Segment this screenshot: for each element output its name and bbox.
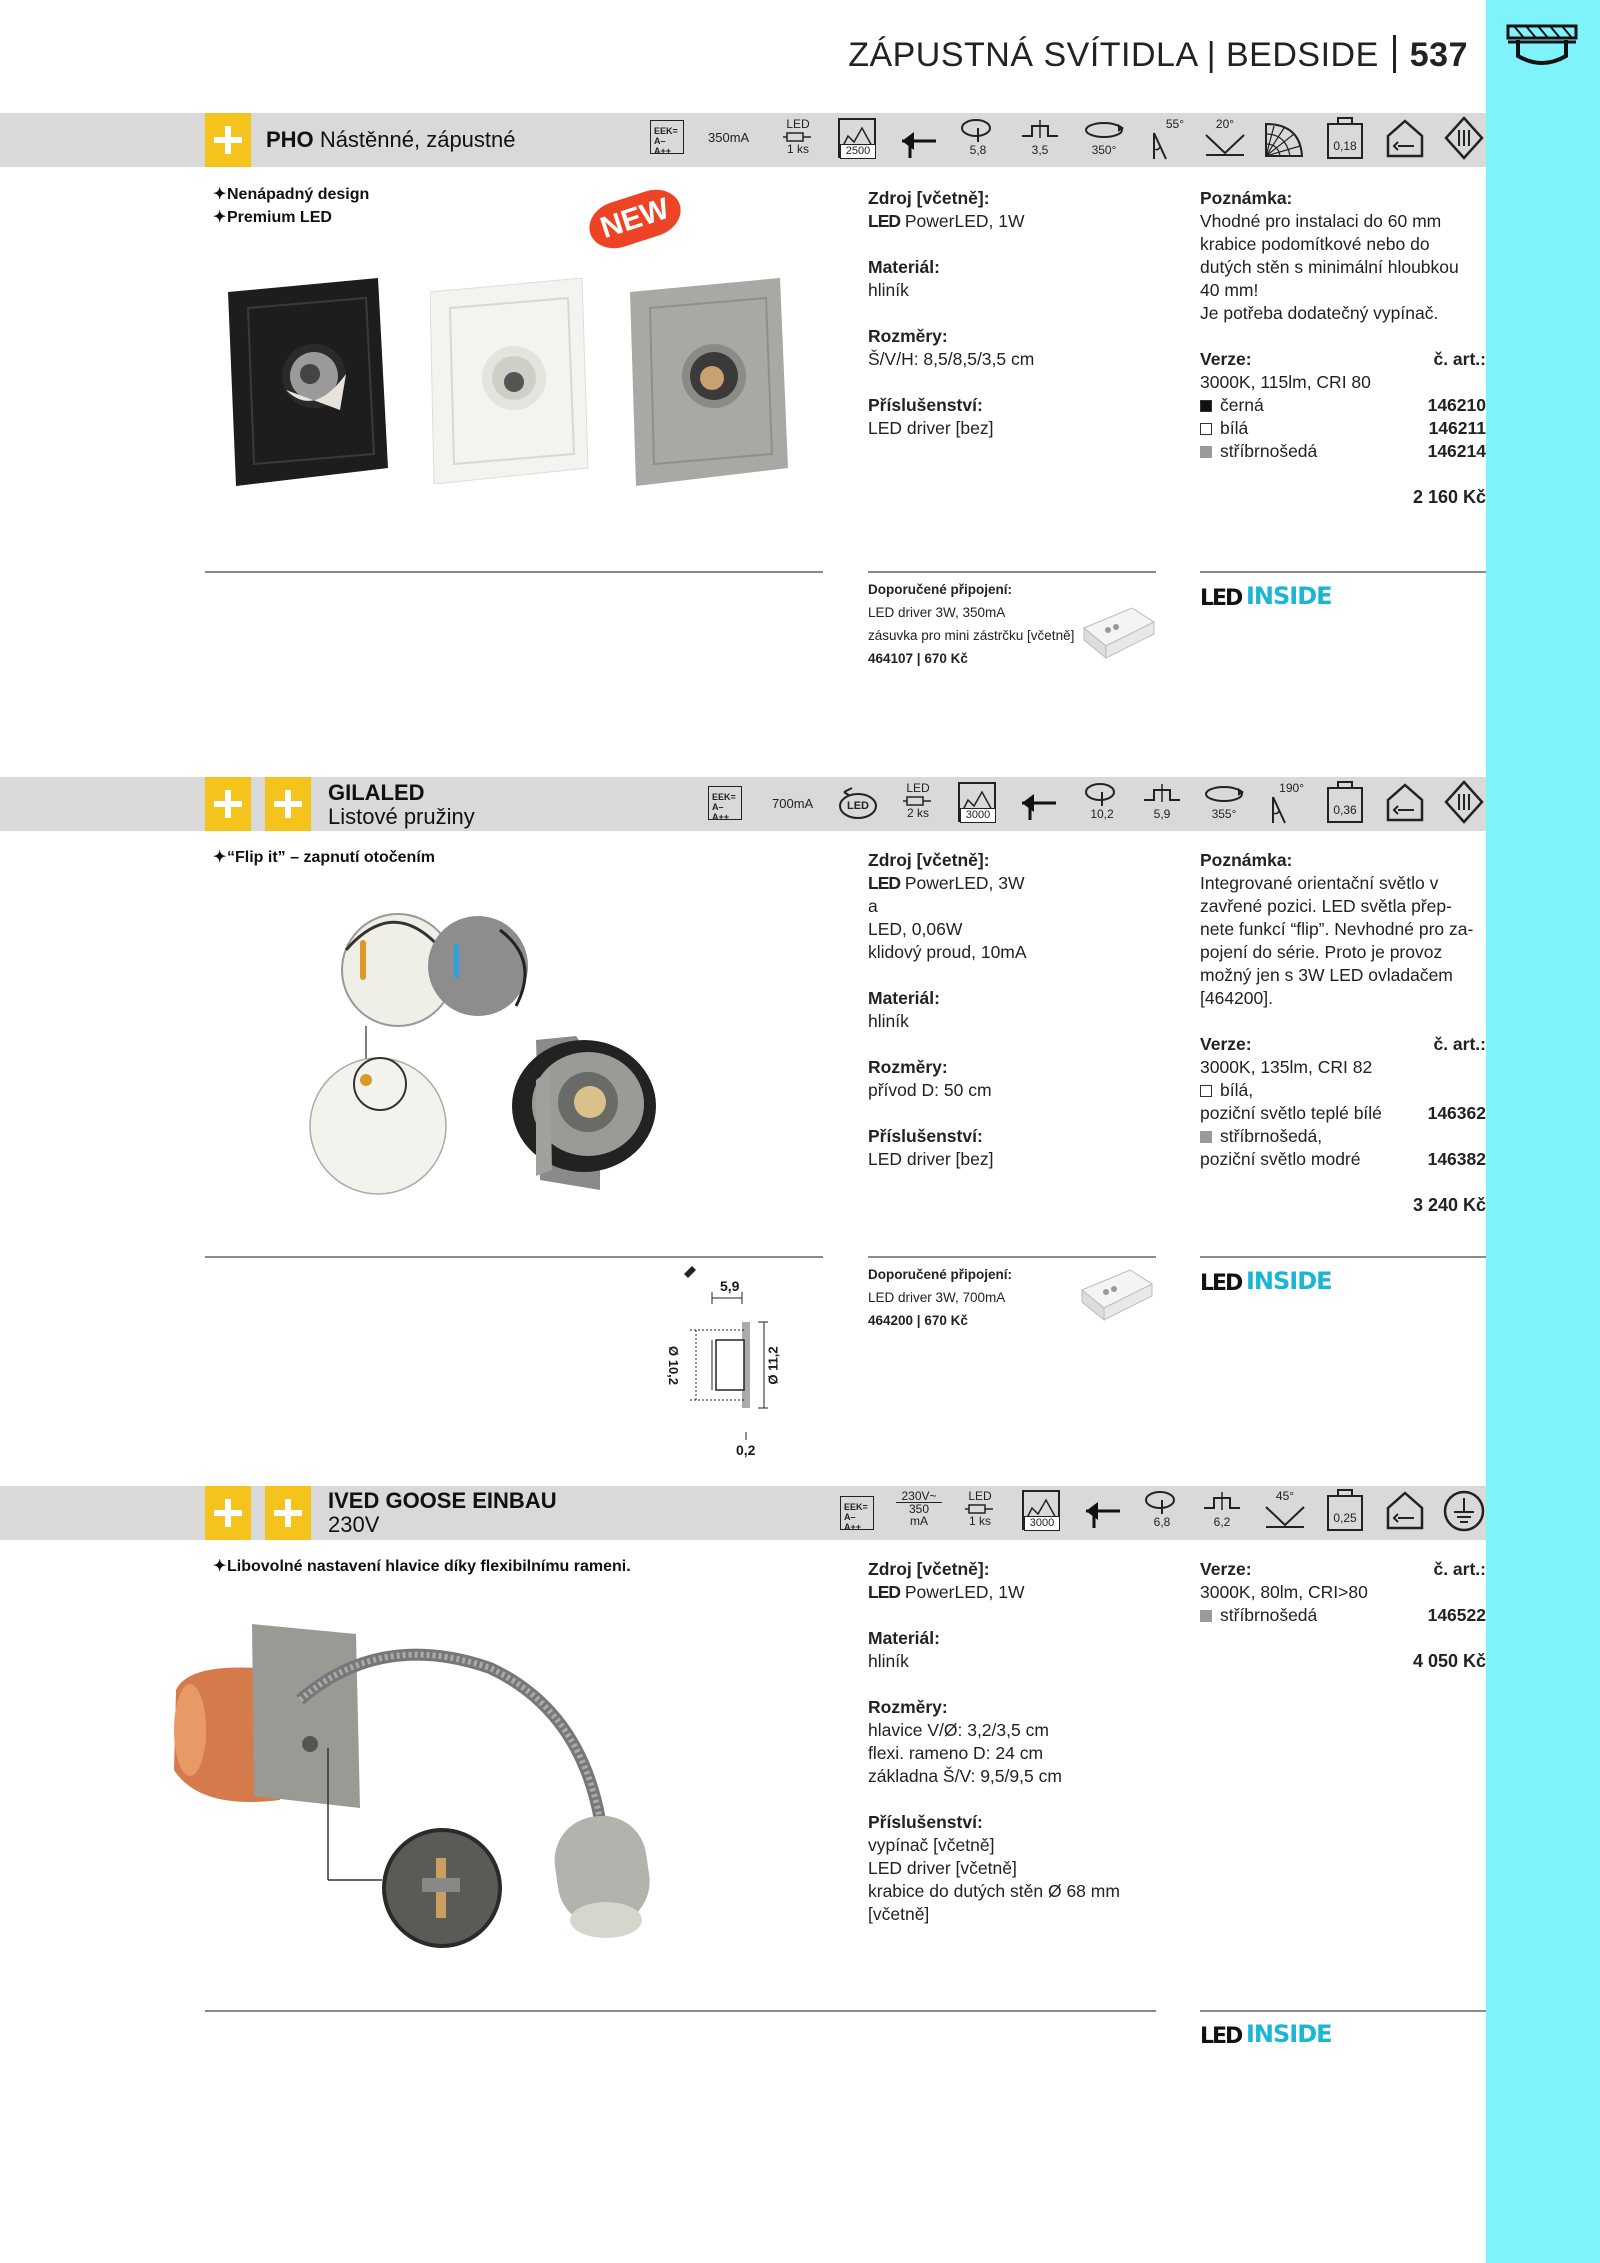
color-swatch-white xyxy=(1200,423,1212,435)
note-line: nete funkcí “flip”. Nevhodné pro za- xyxy=(1200,919,1474,939)
direction-arrow-icon xyxy=(1082,1494,1122,1528)
product-image-silver xyxy=(630,278,790,491)
product-info xyxy=(868,1558,1188,1926)
feature-list xyxy=(213,1555,631,1578)
price: 4 050 Kč xyxy=(1412,1651,1486,1671)
recommended-line: LED driver 3W, 700mA xyxy=(868,1290,1006,1305)
version-header: Verze: č. art.: xyxy=(1200,349,1486,369)
product-subtitle: 230V xyxy=(328,1512,380,1537)
rotation-icon: 355° xyxy=(1202,782,1246,821)
current-value: 700mA xyxy=(772,796,814,811)
page-title xyxy=(848,36,1468,76)
led-count-icon: LED 1 ks xyxy=(786,117,810,156)
accessories-label: Příslušenství: xyxy=(868,395,983,415)
beam-pattern-icon xyxy=(1264,120,1304,158)
dim-left-label: Ø 10,2 xyxy=(666,1345,682,1386)
recommended-line: LED driver 3W, 350mA xyxy=(868,605,1006,620)
version-spec: 3000K, 115lm, CRI 80 xyxy=(1200,372,1371,392)
version-row: poziční světlo teplé bílé 146362 xyxy=(1200,1103,1486,1123)
dim-right-label: Ø 11,2 xyxy=(765,1346,781,1385)
material-label: Materiál: xyxy=(868,257,940,277)
plus-icon xyxy=(265,777,311,831)
weight-icon: 0,36 xyxy=(1326,780,1364,824)
color-temperature-icon: 2500 xyxy=(838,118,876,158)
led-flip-icon: LED xyxy=(836,784,880,822)
led-count-icon: LED 2 ks xyxy=(906,781,930,820)
accessories-value: LED driver [bez] xyxy=(868,1149,994,1169)
dimension-v2-icon: 6,2 xyxy=(1202,1490,1242,1529)
indoor-use-icon xyxy=(1384,1490,1426,1530)
feature-item: ✦“Flip it” – zapnutí otočením xyxy=(213,849,435,866)
svg-text:LED: LED xyxy=(1200,2024,1242,2046)
version-header: Verze: č. art.: xyxy=(1200,1559,1486,1579)
product-info xyxy=(868,849,1168,1171)
new-badge: NEW xyxy=(583,183,687,256)
product-info xyxy=(868,187,1168,440)
material-label: Materiál: xyxy=(868,988,940,1008)
material-value: hliník xyxy=(868,280,909,300)
accessories-line: LED driver [včetně] xyxy=(868,1858,1017,1878)
note-label: Poznámka: xyxy=(1200,850,1293,870)
note-label: Poznámka: xyxy=(1200,188,1293,208)
rotation-icon: 350° xyxy=(1082,118,1126,157)
version-row: stříbrnošedá 146214 xyxy=(1200,440,1486,463)
led-logo-icon: LED xyxy=(868,1582,900,1602)
weight-icon: 0,18 xyxy=(1326,116,1364,160)
recommended-code: 464107 | 670 Kč xyxy=(868,651,968,666)
dimensions-line: základna Š/V: 9,5/9,5 cm xyxy=(868,1766,1062,1786)
led-inside-logo: LED INSIDE xyxy=(1200,582,1332,610)
note-line: krabice podomítkové nebo do xyxy=(1200,234,1430,254)
product-subtitle: Listové pružiny xyxy=(328,804,475,829)
source-line: LED, 0,06W xyxy=(868,919,963,939)
dimension-v1-icon: 10,2 xyxy=(1082,782,1122,821)
feature-list xyxy=(213,846,435,869)
price: 2 160 Kč xyxy=(1412,487,1486,507)
recommended-code: 464200 | 670 Kč xyxy=(868,1313,968,1328)
dimensions-label: Rozměry: xyxy=(868,1697,948,1717)
product-name: IVED GOOSE EINBAU xyxy=(328,1488,557,1513)
color-temperature-icon: 3000 xyxy=(958,782,996,822)
version-spec: 3000K, 135lm, CRI 82 xyxy=(1200,1057,1373,1077)
led-logo-icon: LED xyxy=(868,873,900,893)
note-line: Je potřeba dodatečný vypínač. xyxy=(1200,303,1439,323)
product-title xyxy=(266,128,516,152)
dimensions-line: hlavice V/Ø: 3,2/3,5 cm xyxy=(868,1720,1049,1740)
tilt-angle-icon: 20° xyxy=(1204,118,1246,159)
version-color: stříbrnošedá, xyxy=(1200,1125,1486,1148)
source-label: Zdroj [včetně]: xyxy=(868,850,990,870)
protection-class-icon xyxy=(1444,116,1484,160)
note-line: možný jen s 3W LED ovladačem xyxy=(1200,965,1453,985)
material-label: Materiál: xyxy=(868,1628,940,1648)
dimension-v2-icon: 5,9 xyxy=(1142,782,1182,821)
source-value: LED PowerLED, 1W xyxy=(868,211,1025,231)
title-separator xyxy=(1393,35,1396,73)
source-value: LED PowerLED, 3W xyxy=(868,873,1025,893)
product-image-goose xyxy=(160,1620,780,1965)
product-notes xyxy=(1200,187,1486,509)
energy-class-icon: EEK= A–A++ xyxy=(650,120,684,154)
voltage-current-value: 230V~ 350 mA xyxy=(896,1490,942,1527)
led-inside-logo: LED INSIDE xyxy=(1200,1267,1332,1295)
accessories-line: krabice do dutých stěn Ø 68 mm xyxy=(868,1881,1120,1901)
version-row: stříbrnošedá 146522 xyxy=(1200,1604,1486,1627)
accessories-line: vypínač [včetně] xyxy=(868,1835,995,1855)
feature-item: ✦Libovolné nastavení hlavice díky flexibilnímu rameni. xyxy=(213,1558,631,1575)
color-swatch-silver xyxy=(1200,1131,1212,1143)
divider xyxy=(1200,2010,1486,2012)
accessories-label: Příslušenství: xyxy=(868,1812,983,1832)
material-value: hliník xyxy=(868,1651,909,1671)
divider xyxy=(205,571,823,573)
dimensions-label: Rozměry: xyxy=(868,1057,948,1077)
divider xyxy=(1200,1256,1486,1258)
divider xyxy=(205,1256,823,1258)
note-line: [464200]. xyxy=(1200,988,1273,1008)
dimension-v1-icon: 6,8 xyxy=(1142,1490,1182,1529)
driver-image xyxy=(1080,600,1156,669)
note-line: zavřené pozici. LED světla přep- xyxy=(1200,896,1452,916)
ground-protection-icon xyxy=(1442,1490,1486,1532)
plus-icon xyxy=(265,1486,311,1540)
version-row: poziční světlo modré 146382 xyxy=(1200,1149,1486,1169)
product-subtitle: Nástěnné, zápustné xyxy=(319,127,516,152)
direction-arrow-icon xyxy=(898,124,938,158)
note-line: pojení do série. Proto je provoz xyxy=(1200,942,1443,962)
price: 3 240 Kč xyxy=(1412,1195,1486,1215)
product-title xyxy=(328,1489,557,1537)
dimension-drawing xyxy=(660,1262,800,1462)
source-label: Zdroj [včetně]: xyxy=(868,188,990,208)
dimensions-line: flexi. rameno D: 24 cm xyxy=(868,1743,1044,1763)
page-title-text: ZÁPUSTNÁ SVÍTIDLA | BEDSIDE xyxy=(848,36,1379,74)
led-count-icon: LED 1 ks xyxy=(968,1489,992,1528)
color-swatch-black xyxy=(1200,400,1212,412)
recommended-line: zásuvka pro mini zástrčku [včetně] xyxy=(868,628,1075,643)
feature-list xyxy=(213,183,369,229)
plus-icon xyxy=(205,113,251,167)
plus-icon xyxy=(205,1486,251,1540)
beam-angle-icon: 55° xyxy=(1144,118,1184,161)
note-line: 40 mm! xyxy=(1200,280,1259,300)
energy-class-icon: EEK= A–A++ xyxy=(708,786,742,820)
color-swatch-white xyxy=(1200,1085,1212,1097)
source-line: klidový proud, 10mA xyxy=(868,942,1027,962)
divider xyxy=(1200,571,1486,573)
product-name: PHO xyxy=(266,127,314,152)
energy-class-icon: EEK= A–A++ xyxy=(840,1496,874,1530)
feature-item: ✦Nenápadný design xyxy=(213,186,370,203)
dimension-v2-icon: 3,5 xyxy=(1020,118,1060,157)
recommended-label: Doporučené připojení: xyxy=(868,1267,1013,1282)
version-color: bílá, xyxy=(1200,1079,1486,1102)
product-name: GILALED xyxy=(328,780,425,805)
page-number: 537 xyxy=(1409,36,1468,74)
divider xyxy=(868,1256,1156,1258)
dimensions-label: Rozměry: xyxy=(868,326,948,346)
color-temperature-icon: 3000 xyxy=(1022,1490,1060,1530)
note-line: dutých stěn s minimální hloubkou xyxy=(1200,257,1459,277)
source-line: a xyxy=(868,896,878,916)
indoor-use-icon xyxy=(1384,782,1426,822)
source-label: Zdroj [včetně]: xyxy=(868,1559,990,1579)
current-value: 350mA xyxy=(708,130,750,145)
divider xyxy=(868,571,1156,573)
color-swatch-silver xyxy=(1200,1610,1212,1622)
version-header: Verze: č. art.: xyxy=(1200,1034,1486,1054)
weight-icon: 0,25 xyxy=(1326,1488,1364,1532)
product-title xyxy=(328,781,475,829)
divider xyxy=(205,2010,1156,2012)
accessories-label: Příslušenství: xyxy=(868,1126,983,1146)
feature-item: ✦Premium LED xyxy=(213,209,332,226)
accessories-value: LED driver [bez] xyxy=(868,418,994,438)
material-value: hliník xyxy=(868,1011,909,1031)
dimensions-value: Š/V/H: 8,5/8,5/3,5 cm xyxy=(868,349,1035,369)
led-logo-icon: LED xyxy=(868,211,900,231)
driver-image xyxy=(1078,1262,1154,1331)
version-spec: 3000K, 80lm, CRI>80 xyxy=(1200,1582,1368,1602)
source-value: LED PowerLED, 1W xyxy=(868,1582,1025,1602)
recommended-label: Doporučené připojení: xyxy=(868,582,1013,597)
dim-top-label: 5,9 xyxy=(720,1278,740,1294)
note-line: Integrované orientační světlo v xyxy=(1200,873,1439,893)
version-row: černá 146210 xyxy=(1200,394,1486,417)
product-image-white xyxy=(430,278,590,489)
accessories-line: [včetně] xyxy=(868,1904,930,1924)
beam-angle-icon: 190° xyxy=(1262,782,1304,825)
note-line: Vhodné pro instalaci do 60 mm xyxy=(1200,211,1442,231)
dimension-v1-icon: 5,8 xyxy=(958,118,998,157)
dimensions-value: přívod D: 50 cm xyxy=(868,1080,992,1100)
plus-icon xyxy=(205,777,251,831)
protection-class-icon xyxy=(1444,780,1484,824)
indoor-use-icon xyxy=(1384,118,1426,158)
recessed-luminaire-icon xyxy=(1504,22,1580,74)
color-swatch-silver xyxy=(1200,446,1212,458)
svg-text:LED: LED xyxy=(1200,586,1242,608)
side-accent-bar xyxy=(1486,0,1600,2263)
tilt-angle-icon: 45° xyxy=(1264,1490,1306,1531)
led-inside-logo: LED INSIDE xyxy=(1200,2020,1332,2048)
product-notes xyxy=(1200,1558,1486,1673)
direction-arrow-icon xyxy=(1018,786,1058,820)
version-row: bílá 146211 xyxy=(1200,417,1486,440)
product-image-flip xyxy=(300,880,680,1215)
product-image-black xyxy=(228,278,388,491)
dim-bottom-label: 0,2 xyxy=(736,1442,756,1458)
svg-text:LED: LED xyxy=(1200,1271,1242,1293)
product-notes xyxy=(1200,849,1486,1217)
